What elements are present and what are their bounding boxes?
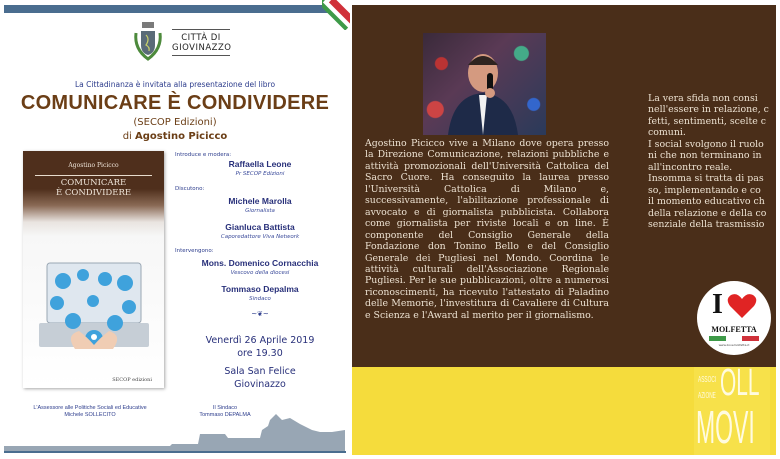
excerpt-line: ni che non terminano in — [648, 150, 762, 162]
signature-title: Il Sindaco — [212, 405, 238, 411]
cover-title-line1: COMUNICARE — [60, 178, 127, 188]
invitation-text: La Cittadinanza è invitata alla presentazione del libro — [74, 80, 276, 89]
discussant-role: Giornalista — [245, 208, 275, 214]
author-photo — [423, 33, 546, 135]
cover-divider — [35, 175, 152, 176]
cover-title-line2: È CONDIVIDERE — [55, 188, 132, 198]
ornament-icon: ~❦~ — [251, 310, 269, 318]
moderator-role: Pr SECOP Edizioni — [235, 171, 285, 177]
signature-name: Tommaso DEPALMA — [199, 411, 251, 418]
city-line2: GIOVINAZZO — [172, 43, 232, 53]
event-city: Giovinazzo — [234, 379, 286, 390]
city-crest-icon — [132, 21, 164, 63]
speakers-label: Intervengono: — [175, 248, 214, 254]
header-bar — [4, 5, 334, 13]
speaker-role: Vescovo della diocesi — [230, 270, 290, 276]
city-skyline-graphic — [0, 410, 350, 455]
excerpt-line: nell'essere in relazione, c — [648, 104, 769, 116]
cover-publisher: SECOP edizioni — [112, 377, 152, 383]
signature-name: Michele SOLLECITO — [64, 411, 116, 418]
book-title: COMUNICARE È CONDIVIDERE — [20, 92, 330, 114]
excerpt-line: comuni. — [648, 127, 686, 139]
discussant-role: Caporedattore Viva Network — [220, 234, 300, 240]
logo-molfetta-text: MOLFETTA — [711, 325, 757, 334]
event-poster — [0, 0, 350, 459]
assoc-big2: MOVI — [696, 401, 755, 453]
italian-flag-icon — [709, 336, 759, 341]
signature-title: L'Assessore alle Politiche Sociali ed Educative — [33, 405, 147, 411]
excerpt-line: so, implementando e co — [648, 184, 761, 196]
excerpt-line: La vera sfida non consi — [648, 93, 758, 104]
cover-title — [23, 178, 164, 198]
intro-label: Introduce e modera: — [175, 152, 232, 158]
excerpt-line: I social svolgono il ruolo — [648, 138, 764, 150]
speaker-name: Mons. Domenico Cornacchia — [201, 258, 319, 268]
discussant-name: Michele Marolla — [228, 196, 292, 206]
book-cover-image — [23, 151, 164, 388]
assoc-word2: AZIONE — [698, 391, 716, 400]
publisher-text: (SECOP Edizioni) — [133, 117, 217, 128]
excerpt-line: all'incontro reale. — [648, 161, 733, 173]
moderator-name: Raffaella Leone — [228, 159, 292, 169]
book-excerpt — [648, 93, 776, 230]
book-back-cover — [350, 0, 780, 459]
excerpt-line: il momento educativo ch — [648, 196, 765, 208]
logo-url: www.ilovemolfetta.it — [718, 343, 750, 347]
logo-i: I — [712, 289, 723, 320]
author-name: Agostino Picicco — [135, 131, 228, 142]
excerpt-line: senziale della trasmissio — [648, 218, 765, 230]
discussant-name: Gianluca Battista — [225, 222, 295, 232]
assoc-big1: OLL — [720, 362, 760, 404]
cover-author: Agostino Picicco — [68, 162, 119, 169]
city-line1: CITTÀ DI — [181, 33, 221, 43]
event-time: ore 19.30 — [237, 348, 283, 359]
author-prefix: di — [122, 131, 132, 142]
speaker-name: Tommaso Depalma — [221, 284, 299, 294]
author-biography: Agostino Picicco vive a Milano dove opera presso la Direzione Comunicazione, relazioni pubbliche e attività promozionali dell'Università Cattolica del Sacro Cuore. Ha conseguito la laurea presso l'Università Cattolica di Milano e, successivamente, l'abilitazione professionale di avvocato e di giornalista pubblicista. Collabora come giornalista per riviste locali e on line. È componente del Consiglio Generale della Fondazione don Tonino Bello e del Consiglio Generale dei Pugliesi nel Mondo. Coordina le attività culturali dell'Associazione Regionale Pugliesi. Per le sue pubblicazioni, oltre a numerosi riconoscimenti, ha ricevuto l'attestato di Paladino delle Memorie, l'investitura di Cavaliere di Cultura e Scienza e l'Award al merito per il giornalismo. — [365, 138, 609, 321]
excerpt-line: fetti, sentimenti, scelte c — [648, 115, 767, 127]
italian-flag-corner-icon — [322, 0, 350, 30]
city-name-box — [172, 29, 230, 56]
author-line — [0, 131, 350, 142]
speaker-role: Sindaco — [249, 296, 271, 302]
laptop-network-illustration-icon — [33, 261, 155, 356]
assoc-word1: ASSOCI — [698, 375, 717, 384]
excerpt-line: Insomma si tratta di pas — [648, 173, 764, 185]
heart-icon — [727, 293, 757, 319]
event-venue: Sala San Felice — [224, 366, 296, 377]
i-love-molfetta-logo — [697, 281, 771, 355]
association-logo — [694, 362, 770, 455]
event-date: Venerdì 26 Aprile 2019 — [205, 335, 315, 346]
discuss-label: Discutono: — [175, 186, 205, 192]
excerpt-line: della relazione e della co — [648, 207, 767, 219]
